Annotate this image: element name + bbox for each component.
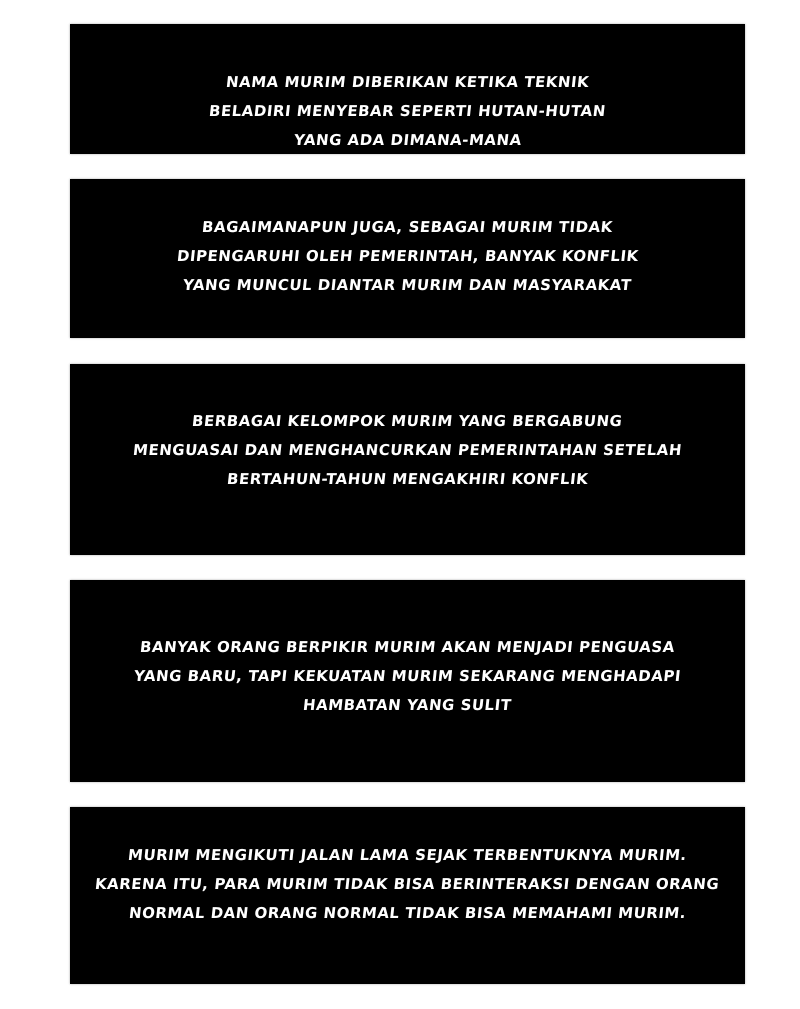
- narration-line: HAMBATAN YANG SULIT: [302, 696, 513, 714]
- narration-panel-4: [70, 580, 745, 782]
- narration-line: DIPENGARUHI OLEH PEMERINTAH, BANYAK KONFLIK: [175, 247, 640, 265]
- narration-line: BANYAK ORANG BERPIKIR MURIM AKAN MENJADI PENGUASA: [139, 638, 676, 656]
- narration-line: NORMAL DAN ORANG NORMAL TIDAK BISA MEMAHAMI MURIM.: [128, 904, 687, 922]
- narration-line: BELADIRI MENYEBAR SEPERTI HUTAN-HUTAN: [208, 102, 607, 120]
- narration-line: BERTAHUN-TAHUN MENGAKHIRI KONFLIK: [225, 470, 590, 488]
- narration-panel-5: [70, 807, 745, 984]
- narration-line: BAGAIMANAPUN JUGA, SEBAGAI MURIM TIDAK: [201, 218, 614, 236]
- narration-panel-1: [70, 24, 745, 154]
- narration-line: BERBAGAI KELOMPOK MURIM YANG BERGABUNG: [191, 412, 624, 430]
- narration-line: NAMA MURIM DIBERIKAN KETIKA TEKNIK: [225, 73, 591, 91]
- narration-line: KARENA ITU, PARA MURIM TIDAK BISA BERINTERAKSI DENGAN ORANG: [94, 875, 721, 893]
- narration-panel-2: [70, 179, 745, 338]
- narration-line: YANG MUNCUL DIANTAR MURIM DAN MASYARAKAT: [182, 276, 633, 294]
- narration-line: YANG BARU, TAPI KEKUATAN MURIM SEKARANG MENGHADAPI: [133, 667, 682, 685]
- narration-line: MENGUASAI DAN MENGHANCURKAN PEMERINTAHAN SETELAH: [132, 441, 683, 459]
- narration-line: MURIM MENGIKUTI JALAN LAMA SEJAK TERBENTUKNYA MURIM.: [127, 846, 688, 864]
- narration-panel-3: [70, 364, 745, 555]
- narration-line: YANG ADA DIMANA-MANA: [292, 131, 523, 149]
